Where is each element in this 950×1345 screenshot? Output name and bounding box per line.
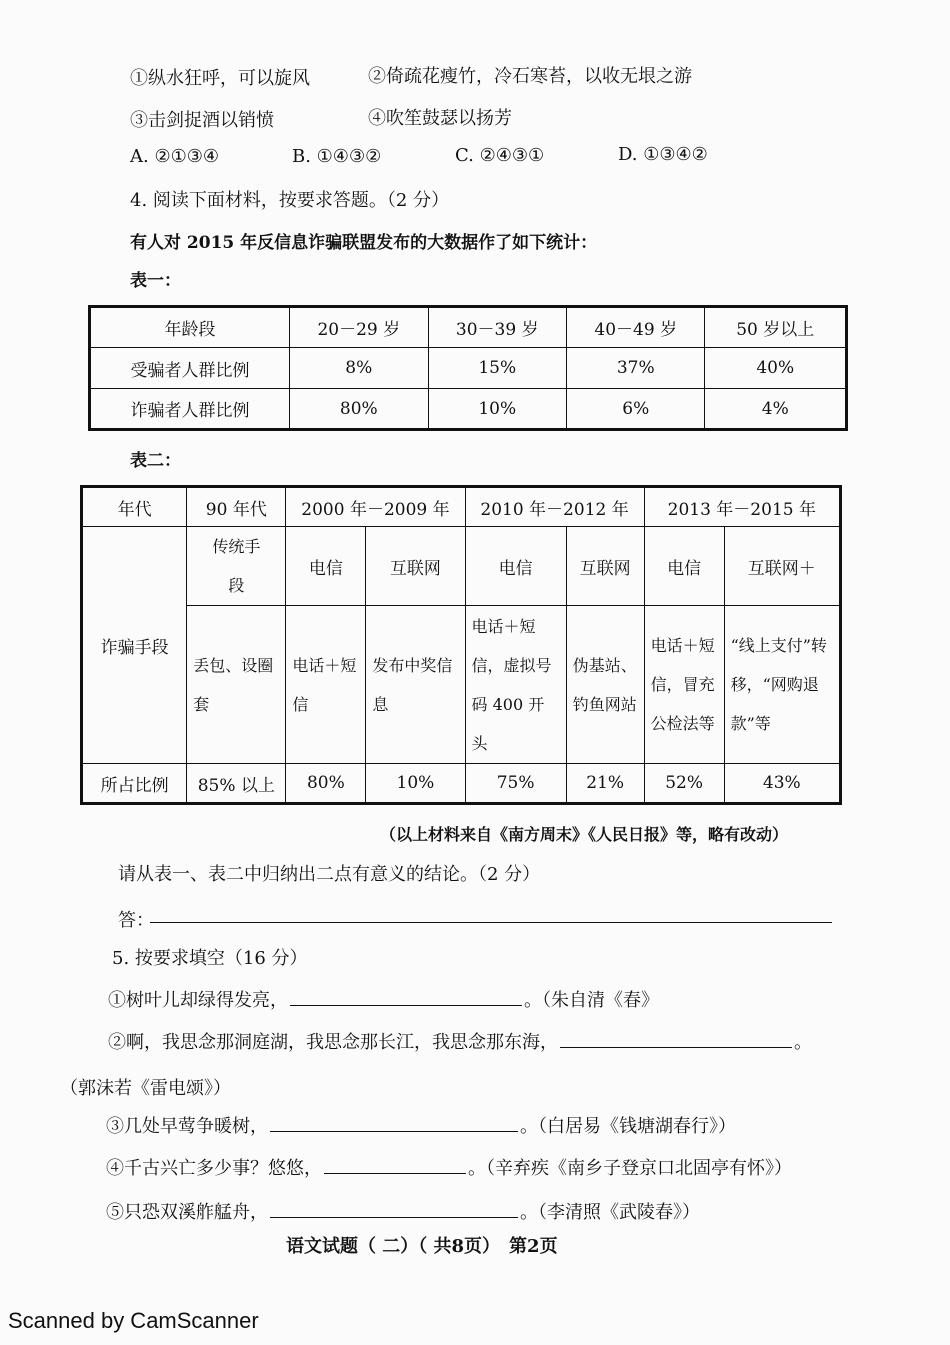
fill-1-prompt: ①树叶儿却绿得发亮， <box>108 990 288 1011</box>
era-cell: 2000 年－2009 年 <box>286 487 465 527</box>
choice-b: B. ①④③② <box>292 146 382 167</box>
fill-1-source: 。（朱自清《春》 <box>524 990 659 1011</box>
channel-cell: 电信 <box>644 527 724 606</box>
table-fraud-methods <box>80 485 842 805</box>
table-1-label: 表一： <box>130 271 181 291</box>
fill-5-prompt: ⑤只恐双溪舴艋舟， <box>106 1202 268 1223</box>
method-label: 诈骗手段 <box>82 527 187 764</box>
fill-2-prompt: ②啊，我思念那洞庭湖，我思念那长江，我思念那东海， <box>108 1032 558 1053</box>
fill-line-5 <box>106 1198 700 1224</box>
scanner-watermark: Scanned by CamScanner <box>8 1308 259 1333</box>
table-cell: 8% <box>290 348 428 389</box>
fill-3-blank[interactable] <box>270 1130 518 1132</box>
fill-3-source: 。（白居易《钱塘湖春行》） <box>520 1116 736 1137</box>
choice-c: C. ②④③① <box>455 145 545 166</box>
choice-d: D. ①③④② <box>618 144 708 165</box>
question-4-intro: 有人对 2015 年反信息诈骗联盟发布的大数据作了如下统计： <box>130 233 598 253</box>
ratio-cell: 10% <box>366 764 465 804</box>
table-header-cell: 20－29 岁 <box>290 307 428 348</box>
option-3: ③击剑捉酒以销愤 <box>130 110 274 131</box>
fill-1-blank[interactable] <box>290 1004 522 1006</box>
table-cell: 80% <box>290 389 428 430</box>
table-row-label: 诈骗者人群比例 <box>90 389 290 430</box>
choice-a: A. ②①③④ <box>130 146 219 167</box>
fill-2-blank[interactable] <box>560 1046 792 1048</box>
option-4: ④吹笙鼓瑟以扬芳 <box>368 108 512 129</box>
answer-line[interactable] <box>150 922 832 923</box>
ratio-cell: 21% <box>566 764 644 804</box>
table-header-cell: 年龄段 <box>90 307 290 348</box>
ratio-cell: 80% <box>286 764 366 804</box>
era-label: 年代 <box>82 487 187 527</box>
ratio-cell: 52% <box>644 764 724 804</box>
question-5-title: 5. 按要求填空（16 分） <box>112 948 308 969</box>
ratio-label: 所占比例 <box>82 764 187 804</box>
table-header-cell: 30－39 岁 <box>428 307 566 348</box>
channel-cell: 互联网 <box>366 527 465 606</box>
table-cell: 10% <box>428 389 566 430</box>
fill-3-prompt: ③几处早莺争暖树， <box>106 1116 268 1137</box>
table-header-cell: 50 岁以上 <box>705 307 847 348</box>
method-cell: 电话＋短信，冒充公检法等 <box>644 606 724 764</box>
option-2: ②倚疏花瘦竹，冷石寒苔，以收无垠之游 <box>368 66 692 87</box>
ratio-cell: 43% <box>724 764 840 804</box>
method-cell: 电话＋短信，虚拟号码 400 开头 <box>465 606 566 764</box>
fill-line-3 <box>106 1112 736 1138</box>
fill-line-1 <box>108 986 659 1012</box>
method-cell: 伪基站、钓鱼网站 <box>566 606 644 764</box>
table-age-ratio <box>88 305 848 431</box>
table-cell: 6% <box>567 389 705 430</box>
table-cell: 15% <box>428 348 566 389</box>
answer-label: 答： <box>118 910 154 931</box>
table-cell: 4% <box>705 389 847 430</box>
channel-cell: 互联网 <box>566 527 644 606</box>
fill-line-4 <box>106 1154 792 1180</box>
era-cell: 90 年代 <box>187 487 286 527</box>
table-header-cell: 40－49 岁 <box>567 307 705 348</box>
fill-2-source: （郭沫若《雷电颂》） <box>60 1078 231 1099</box>
question-4-title: 4. 阅读下面材料，按要求答题。（2 分） <box>130 190 450 211</box>
fill-line-2 <box>108 1028 812 1054</box>
fill-4-blank[interactable] <box>324 1172 466 1174</box>
method-cell: 电话＋短信 <box>286 606 366 764</box>
method-cell: 发布中奖信息 <box>366 606 465 764</box>
era-cell: 2010 年－2012 年 <box>465 487 644 527</box>
fill-5-blank[interactable] <box>270 1216 518 1218</box>
question-4-prompt: 请从表一、表二中归纳出二点有意义的结论。（2 分） <box>118 864 541 885</box>
era-cell: 2013 年－2015 年 <box>644 487 840 527</box>
channel-cell: 电信 <box>286 527 366 606</box>
table-cell: 37% <box>567 348 705 389</box>
channel-cell: 电信 <box>465 527 566 606</box>
table-2-label: 表二： <box>130 451 181 471</box>
channel-cell: 传统手段 <box>187 527 286 606</box>
source-note: （以上材料来自《南方周末》《人民日报》等，略有改动） <box>380 825 789 844</box>
option-1: ①纵水狂呼，可以旋风 <box>130 68 310 89</box>
page-footer: 语文试题（ 二）（ 共8页） 第2页 <box>286 1236 558 1257</box>
fill-4-prompt: ④千古兴亡多少事？悠悠， <box>106 1158 322 1179</box>
method-cell: “线上支付”转移，“网购退款”等 <box>724 606 840 764</box>
ratio-cell: 75% <box>465 764 566 804</box>
table-row-label: 受骗者人群比例 <box>90 348 290 389</box>
fill-4-source: 。（辛弃疾《南乡子登京口北固亭有怀》） <box>468 1158 792 1179</box>
table-cell: 40% <box>705 348 847 389</box>
ratio-cell: 85% 以上 <box>187 764 286 804</box>
fill-2-end: 。 <box>794 1032 812 1053</box>
method-cell: 丢包、设圈套 <box>187 606 286 764</box>
channel-cell: 互联网＋ <box>724 527 840 606</box>
fill-5-source: 。（李清照《武陵春》） <box>520 1202 700 1223</box>
